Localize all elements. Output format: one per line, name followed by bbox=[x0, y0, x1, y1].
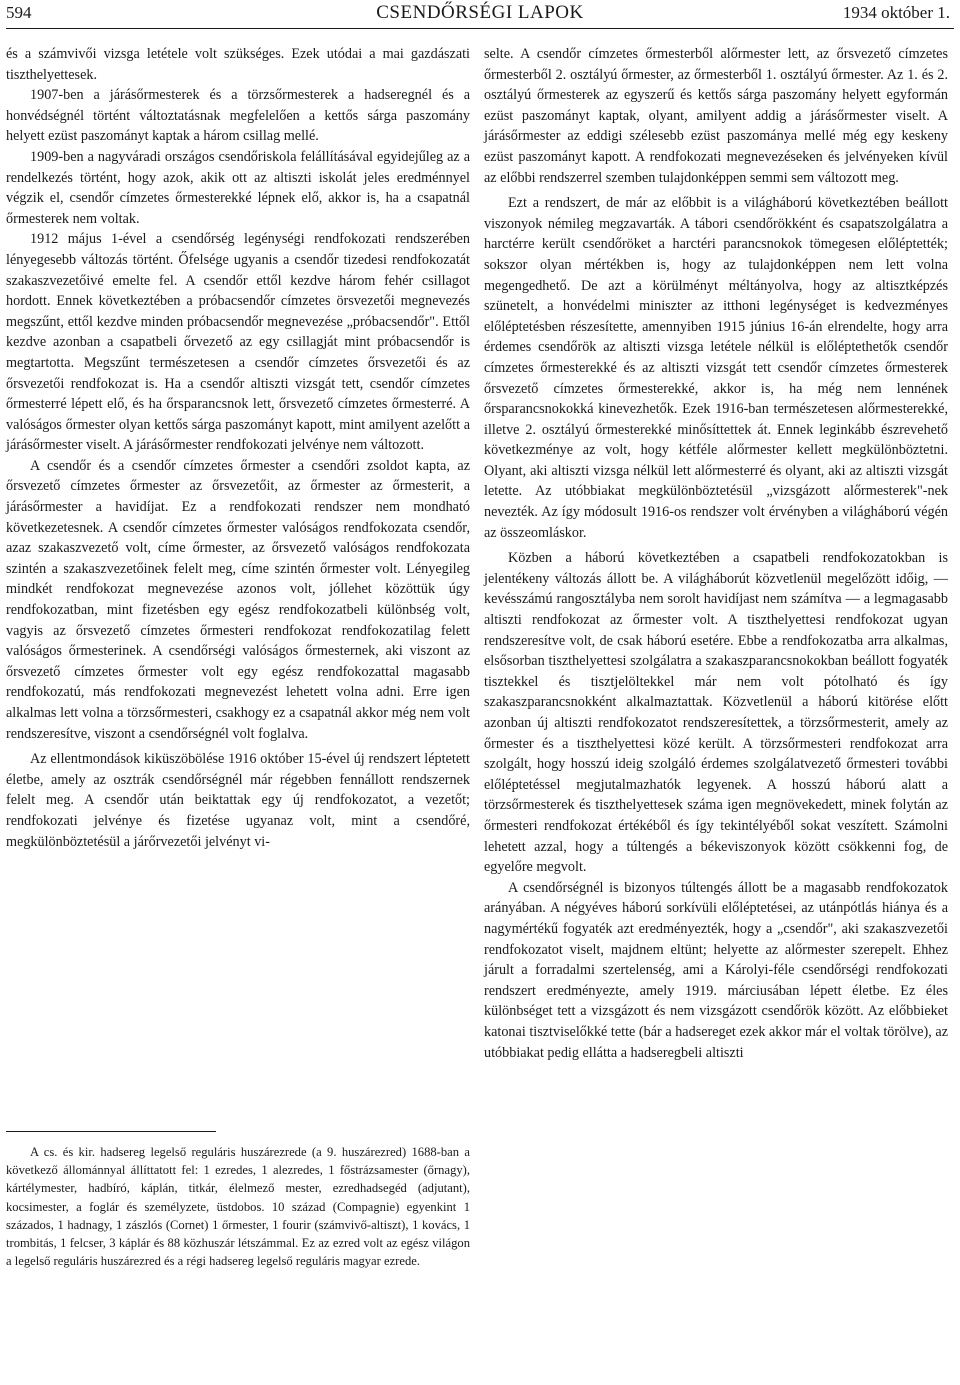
paragraph: A csendőr és a csendőr címzetes őrmester a csendőri zsoldot kapta, az őrsvezető címzetes őrmester az őrsvezetőit, az őrmester az őrmesterit, a járásőrmester a havidíjat. Ez a rendfokozati rendszer nem mondható következetesnek. A csendőr címzetes őrmester valóságos rendfokozata csendőr, azaz szakaszvezető volt, címe őrmester, az őrsvezető valóságos rendfokozata szintén a szakaszvezetőinek felelt meg, címe szintén őrmester volt. Lényegileg mindkét rendfokozat megnevezése azonos volt, jóllehet közöttük úgy rendfokozatban, mint fizetésben egy egész rendfokozatbeli különbség volt, vagyis az őrsvezető címzetes őrmesteri rendfokozat rendfokozatilag felett valóságos őrmesterinek. A csendőrségi valóságos őrmesternek, aki viszont az őrsvezető címzetes őrmester volt egy egész rendfokozattal magasabb rendfokozatú, más rendfokozati megnevezést lehetett volna adni. Erre igen alkalmas lett volna a törzsőrmesteri, csakhogy ez a csapatnál akkor még nem volt rendszeresítve, viszont a csendőrségnél volt foglalva. bbox=[6, 457, 470, 742]
journal-title: CSENDŐRSÉGI LAPOK bbox=[376, 2, 584, 23]
paragraph: 1907-ben a járásőrmesterek és a törzsőrmesterek a hadseregnél és a honvédségnél történt változtatásnak megfelelően a kettős sárga paszomány helyett ezüst paszományt kaptak a három csillag mellé. bbox=[6, 87, 470, 145]
paragraph: 1912 május 1-ével a csendőrség legénységi rendfokozati rendszerében lényegesebb változás történt. Őfelsége ugyanis a csendőr tizedesi rendfokozatát szakaszvezetőivé emelte fel. A csendőr ettől kezdve három fehér csillagot hordott. Ennek következtében a próbacsendőr címzetes örsvezetői megnevezés megszűnt, ettől kezdve minden próbacsendőr megnevezése „próbacsendőr". Ettől kezdve azonban a csapatbeli őrvezető az egy csillagját mint próbacsendőr is megtartotta. Megszűnt természetesen a csendőr címzetes őrsvezetői és az őrsvezetői rendfokozat is. Ha a csendőr altiszti vizsgát tett, csendőr címzetes őrmesterré lépett elő, és ha őrsparancsnok lett, őrsvezető címzetes őrmesterré. A valóságos őrmester olyan kettős sárga paszományt kapott, mint amilyent azelőtt a járásőrmester viselt. A járásőrmester rendfokozati jelvénye nem változott. bbox=[6, 231, 470, 454]
running-header bbox=[6, 0, 954, 29]
paragraph: Ezt a rendszert, de már az előbbit is a világháború következtében beállott viszonyok némileg megzavarták. A tábori csendőrökként és csapatszolgálatra a harctérre került csendőröket a harctéri parancsnokok tömegesen előléptették; sokszor olyan mértékben is, hogy az tulajdonképpen nem lett volna megengedhető. De azt a körülményt méltányolva, hogy az altisztképzés szünetelt, a honvédelmi miniszter az itthoni legénységet is kedvezményes előléptetésben részesítette, amennyiben 1915 június 16-án elrendelte, hogy arra érdemes csendőrök az altiszti vizsga letétele nélkül is előléptethetők csendőr címzetes őrmesterekké és az altiszti vizsgát tett csendőr címzetes őrmesterek őrsvezető címzetes őrmesterekké, akkor is, ha még nem lennének őrsparancsnokokká kinevezhetők. Ezek 1916-ban természetesen alőrmesterekké, illetve 2. osztályú őrmesterekké minősíttettek át. Ennek leginkább észrevehető következménye az volt, hogy kétféle alőrmester kellett megkülönböztetni. Olyant, aki altiszti vizsga nélkül lett alőrmesterré és olyant, aki az altiszti vizsgát letette. Az utóbbiakat megkülönböztetésül „vizsgázott alőrmesterek"-nek nevezték. Az így módosult 1916-os rendszer volt érvényben a világháború végén az összeomláskor. bbox=[484, 195, 948, 541]
paragraph: Az ellentmondások kiküszöbölése 1916 október 15-ével új rendszert léptetett életbe, amely az osztrák csendőrségnél már régebben fennállott rendszernek felelt meg. A csendőr után beiktattak egy új rendfokozatot, a vezetőt; rendfokozati jelvénye és fizetése ugyanaz volt, mint a csendőré, megkülönböztetésül a járőrvezetői jelvényt vi- bbox=[6, 751, 470, 850]
footnote-text: A cs. és kir. hadsereg legelső reguláris huszárezrede (a 9. huszárezred) 1688-ban a következő állománnyal állíttatott fel: 1 ezredes, 1 alezredes, 1 főstrázsamester (őrnagy), kártélymester, hadbíró, káplán, titkár, élelmező mester, ezredhadsegéd (adjutant), kocsimester, a foglár és személyzete, üstdobos. 10 század (Compagnie) egyenkint 1 százados, 1 hadnagy, 1 zászlós (Cornet) 1 őrmester, 1 fourir (számvivő-altiszt), 1 kovács, 1 trombitás, 1 felcser, 3 káplár és 88 közhuszár létszámmal. Ez az ezred volt az egész világon a legelső reguláris huszárezred és a régi hadsereg legelső reguláris magyar ezrede. bbox=[6, 1145, 470, 1269]
page-number: 594 bbox=[6, 3, 32, 22]
paragraph: és a számvivői vizsga letétele volt szükséges. Ezek utódai a mai gazdászati tiszthelyettesek. bbox=[6, 46, 470, 83]
issue-date: 1934 október 1. bbox=[842, 3, 950, 22]
right-column bbox=[484, 44, 948, 1063]
paragraph: Közben a háború következtében a csapatbeli rendfokozatokban is jelentékeny változás állott be. A világháborút közvetlenül megelőzött időig, — kevésszámú rangosztályba nem sorolt havidíjast nem számítva — a legmagasabb altiszti rendfokozat az őrmester volt. A tiszthelyettesi rendfokozat ugyan rendszeresítve volt, de csak háború esetére. Ebbe a rendfokozatba arra alkalmas, elsősorban tiszthelyettesi szolgálatra a szakaszparancsnokokban beállott fogyaték tisztekkel és tisztjelöltekkel már nem volt pótolható és így szakaszparancsnokként alkalmaztattak. Közvetlenül a háború kitörése előtt azonban új altiszti rendfokozatot rendszeresítettek, a törzsőrmesterit, amely az őrmester és a tiszthelyettesi közé került. A törzsőrmesteri rendfokozat arra szolgált, hogy hosszú ideig szolgáló érdemes szolgálatvezető őrmesteri további előléptetéssel megjutalmazhatók legyenek. A hosszú háború alatt a törzsőrmesterek és tiszthelyettesek száma igen megnövekedett, minek folytán az őrmesteri rendfokozat értékéből és így tekintélyéből sokat veszített. Számolni lehetett azzal, hogy a túltengés a békeviszonyok között csökkenni fog, de egyelőre megvolt. bbox=[484, 550, 948, 876]
paragraph: 1909-ben a nagyváradi országos csendőriskola felállításával egyidejűleg az a rendelkezés történt, hogy azok, akik ott az altiszti iskolát jeles eredménnyel végzik el, csendőr címzetes őrmesterekké lépnek elő, akkor is, ha a csapatnál őrmesterek nem voltak. bbox=[6, 148, 470, 227]
left-column bbox=[6, 44, 470, 852]
paragraph: selte. A csendőr címzetes őrmesterből alőrmester lett, az őrsvezető címzetes őrmesterből 2. osztályú őrmester, az őrmesterből 1. osztályú őrmester. Az 1. és 2. osztályú őrmesterek az egyszerű és kettős sárga paszomány helyett egyformán ezüst paszományt kaptak, olyant, amilyent addig a járásőrmester viselt. A járásőrmester az eddigi szélesebb ezüst paszománya mellé még egy keskeny ezüst paszományt kapott. A rendfokozati megnevezéseken és jelvényeken kívül az előbbi rendszerrel szemben tulajdonképpen semmi sem változott meg. bbox=[484, 46, 948, 186]
paragraph: A csendőrségnél is bizonyos túltengés állott be a magasabb rendfokozatok arányában. A négyéves háború sorkívüli előléptetései, az utánpótlás hiánya és a nagymértékű fogyaték azt eredményezték, hogy a „csendőr", aki szakaszvezetői rendfokozatot viselt, majdnem eltünt; helyette az alőrmester szerepelt. Ehhez járult a forradalmi szertelenség, ami a Károlyi-féle csendőrségi rendfokozati rendszert eredményezte, amely 1919. márciusában lépett életbe. Ez éles különbséget tett a vizsgázott és nem vizsgázott csendőrök között. Az előbbieket katonai tisztviselőkké tette (bár a hadsereget ezek akkor már el voltak törölve), az utóbbiakat pedig ellátta a hadseregbeli altiszti bbox=[484, 879, 948, 1061]
footnote-divider bbox=[6, 1131, 216, 1132]
footnote bbox=[6, 1143, 470, 1270]
